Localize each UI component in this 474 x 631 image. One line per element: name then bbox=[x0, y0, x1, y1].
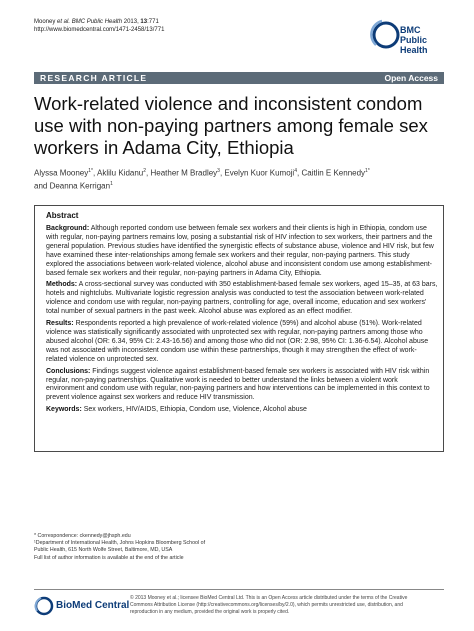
author-affiliation-mark: 1* bbox=[365, 168, 370, 174]
citation-journal: BMC Public Health bbox=[70, 19, 123, 25]
article-title: Work-related violence and inconsistent condom use with non-paying partners among female sex workers in Adama City, Ethiopia bbox=[34, 93, 428, 158]
biomed-central-wordmark: BioMed Central bbox=[56, 600, 130, 611]
author-affiliation-mark: 4 bbox=[294, 168, 297, 174]
author-name: and Deanna Kerrigan bbox=[34, 181, 111, 191]
section-text: Respondents reported a high prevalence of work-related violence (59%) and alcohol abuse (51%). Work-related violence was statistically significantly associated with unprotected sex with regular, non-paying partners among those who abused alcohol (OR: 6.34, 95% CI: 2.43-16.56) and among those who did not (OR: 2.98, 95% CI: 1.36-6.54). Alcohol abuse was not associated with inconsistent condom use within these partnerships, though it may strengthen the effect of work-related violence on unprotected sex. bbox=[46, 320, 429, 363]
citation-authors: Mooney bbox=[34, 19, 58, 25]
page-header bbox=[34, 15, 444, 60]
license-line: © 2013 Mooney et al.; licensee BioMed Central Ltd. This is an Open Access article distributed under the terms of the Creative bbox=[130, 595, 408, 601]
abstract-background bbox=[46, 225, 438, 278]
citation-page: :771 bbox=[147, 19, 159, 25]
article-type-label: RESEARCH ARTICLE bbox=[40, 73, 148, 83]
citation-year: 2013, bbox=[122, 19, 141, 25]
logo-line-1: BMC bbox=[400, 25, 421, 35]
affiliation-note: ¹Department of International Health, Johns Hopkins Bloomberg School of bbox=[34, 540, 206, 547]
affiliation-note: Public Health, 615 North Wolfe Street, Baltimore, MD, USA bbox=[34, 547, 173, 554]
bmc-public-health-logo bbox=[370, 15, 444, 57]
abstract-methods bbox=[46, 281, 438, 317]
section-text: A cross-sectional survey was conducted with 350 establishment-based female sex workers, aged 15–35, at 63 bars, hotels and nightclubs. Multivariate logistic regression analysis was conducted to test the association between work-related violence and condom use with regular, non-paying partners, controlling for age, overall income, education and sex workers' total number of sexual partners in the past week. Alcohol abuse was explored as an effect modifier. bbox=[46, 281, 438, 316]
section-label: Background: bbox=[46, 225, 90, 232]
section-text: Findings suggest violence against establishment-based female sex workers is associated with HIV risk within regular, non-paying partnerships. Qualitative work is needed to better understand the links between a violent work environment and condom use with regular, non-paying partners and how interventions can be implemented in this context to prevent violence against sex workers and reduce HIV transmission. bbox=[46, 367, 430, 402]
section-text: Although reported condom use between female sex workers and their clients is high in Ethiopia, condom use with regular, non-paying partners remains low, posing a substantial risk of HIV infection to sex workers, their partners and the general population. Previous studies have identified the synergistic effects of substance abuse, violence and HIV risk, but few have examined these inter-relationships among female sex workers and their regular, non-paying partners. This study explored the associations between work-related violence, alcohol abuse and inconsistent condom use among establishment-based female sex workers and their regular, non-paying partners in Adama City, Ethiopia. bbox=[46, 225, 434, 277]
author-list bbox=[34, 166, 444, 191]
author-name: , Evelyn Kuor Kumoji bbox=[219, 168, 295, 178]
abstract-heading: Abstract bbox=[46, 211, 79, 220]
license-line: Commons Attribution License (http://creativecommons.org/licenses/by/2.0), which permits unrestricted use, distribution, and bbox=[130, 601, 403, 608]
abstract-conclusions bbox=[46, 368, 438, 404]
correspondence-note: * Correspondence: ckennedy@jhsph.edu bbox=[34, 533, 131, 539]
biomed-central-logo bbox=[34, 596, 130, 616]
section-label: Conclusions: bbox=[46, 367, 91, 375]
author-affiliation-mark: 1* bbox=[88, 168, 93, 174]
author-affiliation-mark: 3 bbox=[217, 168, 220, 174]
author-name: , Caitlin E Kennedy bbox=[297, 168, 366, 178]
article-type-bar bbox=[34, 72, 444, 84]
author-name: , Heather M Bradley bbox=[146, 168, 218, 178]
citation-url[interactable]: http://www.biomedcentral.com/1471-2458/13/771 bbox=[34, 27, 165, 33]
license-text bbox=[130, 595, 444, 615]
citation-etal: et al. bbox=[57, 19, 71, 25]
footnotes bbox=[34, 533, 444, 562]
open-access-label: Open Access bbox=[384, 73, 438, 83]
author-affiliation-mark: 1 bbox=[110, 180, 113, 187]
abstract-results bbox=[46, 320, 438, 365]
author-info-note: Full list of author information is available at the end of the article bbox=[34, 554, 184, 561]
citation-volume: 13 bbox=[140, 19, 148, 25]
section-label: Results: bbox=[46, 320, 74, 328]
bmc-circle-logo-icon bbox=[370, 15, 400, 57]
bmc-logo-text bbox=[400, 25, 444, 55]
citation-line bbox=[34, 19, 159, 25]
abstract-box bbox=[34, 205, 444, 452]
abstract-keywords bbox=[46, 406, 438, 415]
license-line: reproduction in any medium, provided the original work is properly cited. bbox=[130, 608, 290, 615]
logo-line-2: Public Health bbox=[400, 35, 428, 55]
page-footer bbox=[34, 589, 444, 617]
section-text: Sex workers, HIV/AIDS, Ethiopia, Condom use, Violence, Alcohol abuse bbox=[81, 406, 307, 414]
citation bbox=[34, 18, 164, 34]
section-label: Methods: bbox=[46, 281, 78, 289]
abstract-body bbox=[46, 225, 438, 418]
author-name: Alyssa Mooney bbox=[34, 168, 89, 178]
author-name: , Aklilu Kidanu bbox=[92, 168, 144, 178]
author-affiliation-mark: 2 bbox=[143, 168, 147, 174]
biomed-central-logo-icon bbox=[34, 596, 54, 616]
section-label: Keywords: bbox=[46, 406, 82, 414]
